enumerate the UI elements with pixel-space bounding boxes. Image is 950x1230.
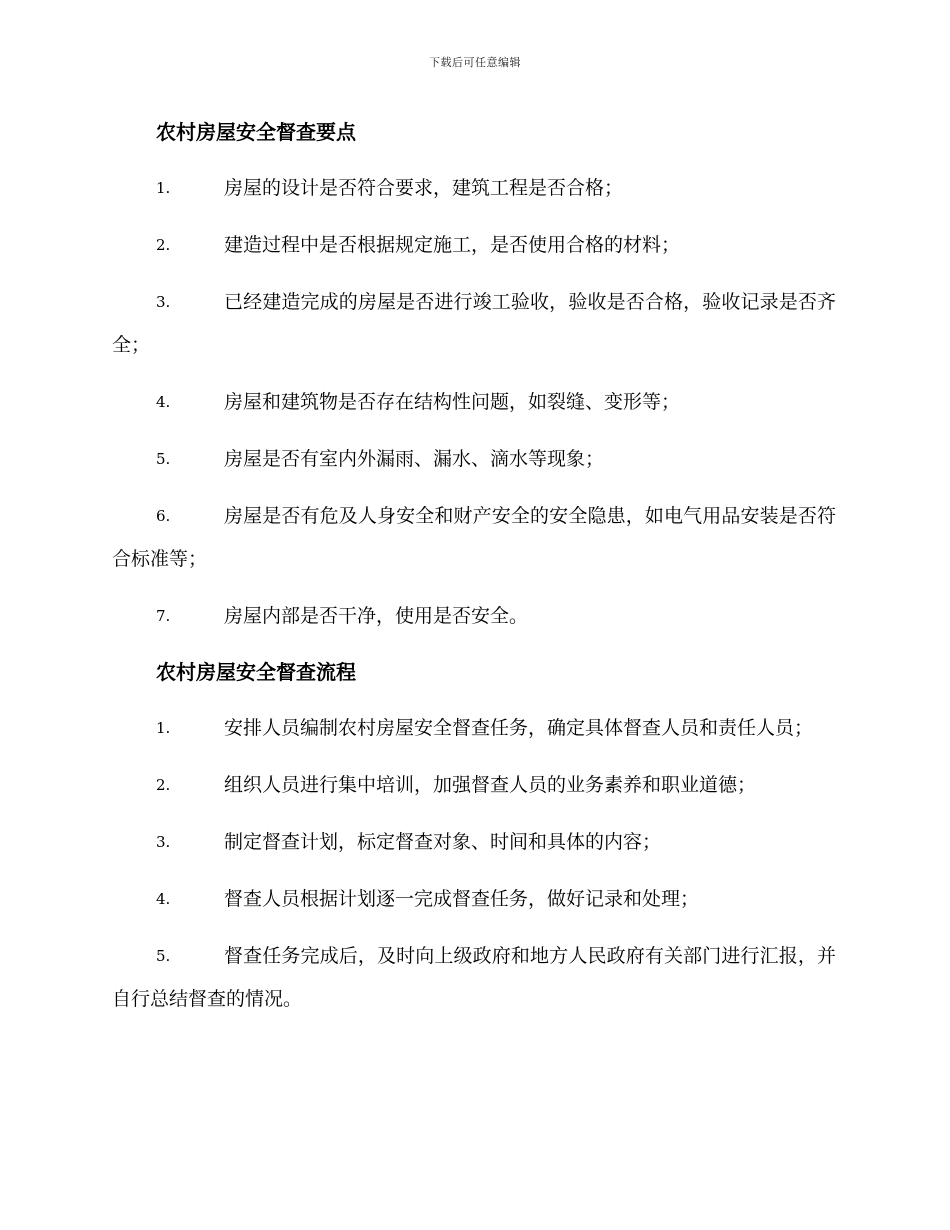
list-item xyxy=(112,438,836,481)
list-item xyxy=(112,381,836,424)
list-number: 2. xyxy=(156,776,171,794)
list-text: 组织人员进行集中培训，加强督查人员的业务素养和职业道德； xyxy=(224,774,757,796)
list-number: 2. xyxy=(156,236,171,254)
list-text: 房屋是否有室内外漏雨、漏水、滴水等现象； xyxy=(224,448,605,470)
list-number: 6. xyxy=(156,507,171,525)
list-item xyxy=(112,595,836,638)
list-text: 安排人员编制农村房屋安全督查任务，确定具体督查人员和责任人员； xyxy=(224,717,814,739)
list-number: 1. xyxy=(156,179,171,197)
document-body xyxy=(112,112,836,1035)
key-points-list xyxy=(112,167,836,638)
section-title-key-points: 农村房屋安全督查要点 xyxy=(156,120,356,144)
list-item xyxy=(112,167,836,210)
list-text: 房屋的设计是否符合要求，建筑工程是否合格； xyxy=(224,177,624,199)
list-text: 房屋是否有危及人身安全和财产安全的安全隐患，如电气用品安装是否符合标准等； xyxy=(112,505,836,570)
list-number: 1. xyxy=(156,719,171,737)
process-list xyxy=(112,707,836,1021)
list-text: 房屋和建筑物是否存在结构性问题，如裂缝、变形等； xyxy=(224,391,681,413)
list-number: 5. xyxy=(156,947,171,965)
page-header: 下载后可任意编辑 xyxy=(429,56,521,69)
list-text: 督查人员根据计划逐一完成督查任务，做好记录和处理； xyxy=(224,888,700,910)
list-item xyxy=(112,821,836,864)
list-item xyxy=(112,764,836,807)
list-number: 5. xyxy=(156,450,171,468)
list-item xyxy=(112,224,836,267)
list-text: 房屋内部是否干净，使用是否安全。 xyxy=(224,605,529,627)
list-number: 4. xyxy=(156,393,171,411)
list-item xyxy=(112,495,836,581)
list-text: 建造过程中是否根据规定施工，是否使用合格的材料； xyxy=(224,234,681,256)
list-text: 已经建造完成的房屋是否进行竣工验收，验收是否合格，验收记录是否齐全； xyxy=(112,291,836,356)
list-item xyxy=(112,281,836,367)
list-item xyxy=(112,878,836,921)
list-number: 3. xyxy=(156,293,171,311)
list-number: 4. xyxy=(156,890,171,908)
list-item xyxy=(112,935,836,1021)
list-text: 督查任务完成后，及时向上级政府和地方人民政府有关部门进行汇报，并自行总结督查的情况。 xyxy=(112,945,836,1010)
section-title-process: 农村房屋安全督查流程 xyxy=(156,660,356,684)
list-number: 7. xyxy=(156,607,171,625)
list-item xyxy=(112,707,836,750)
list-text: 制定督查计划，标定督查对象、时间和具体的内容； xyxy=(224,831,662,853)
list-number: 3. xyxy=(156,833,171,851)
